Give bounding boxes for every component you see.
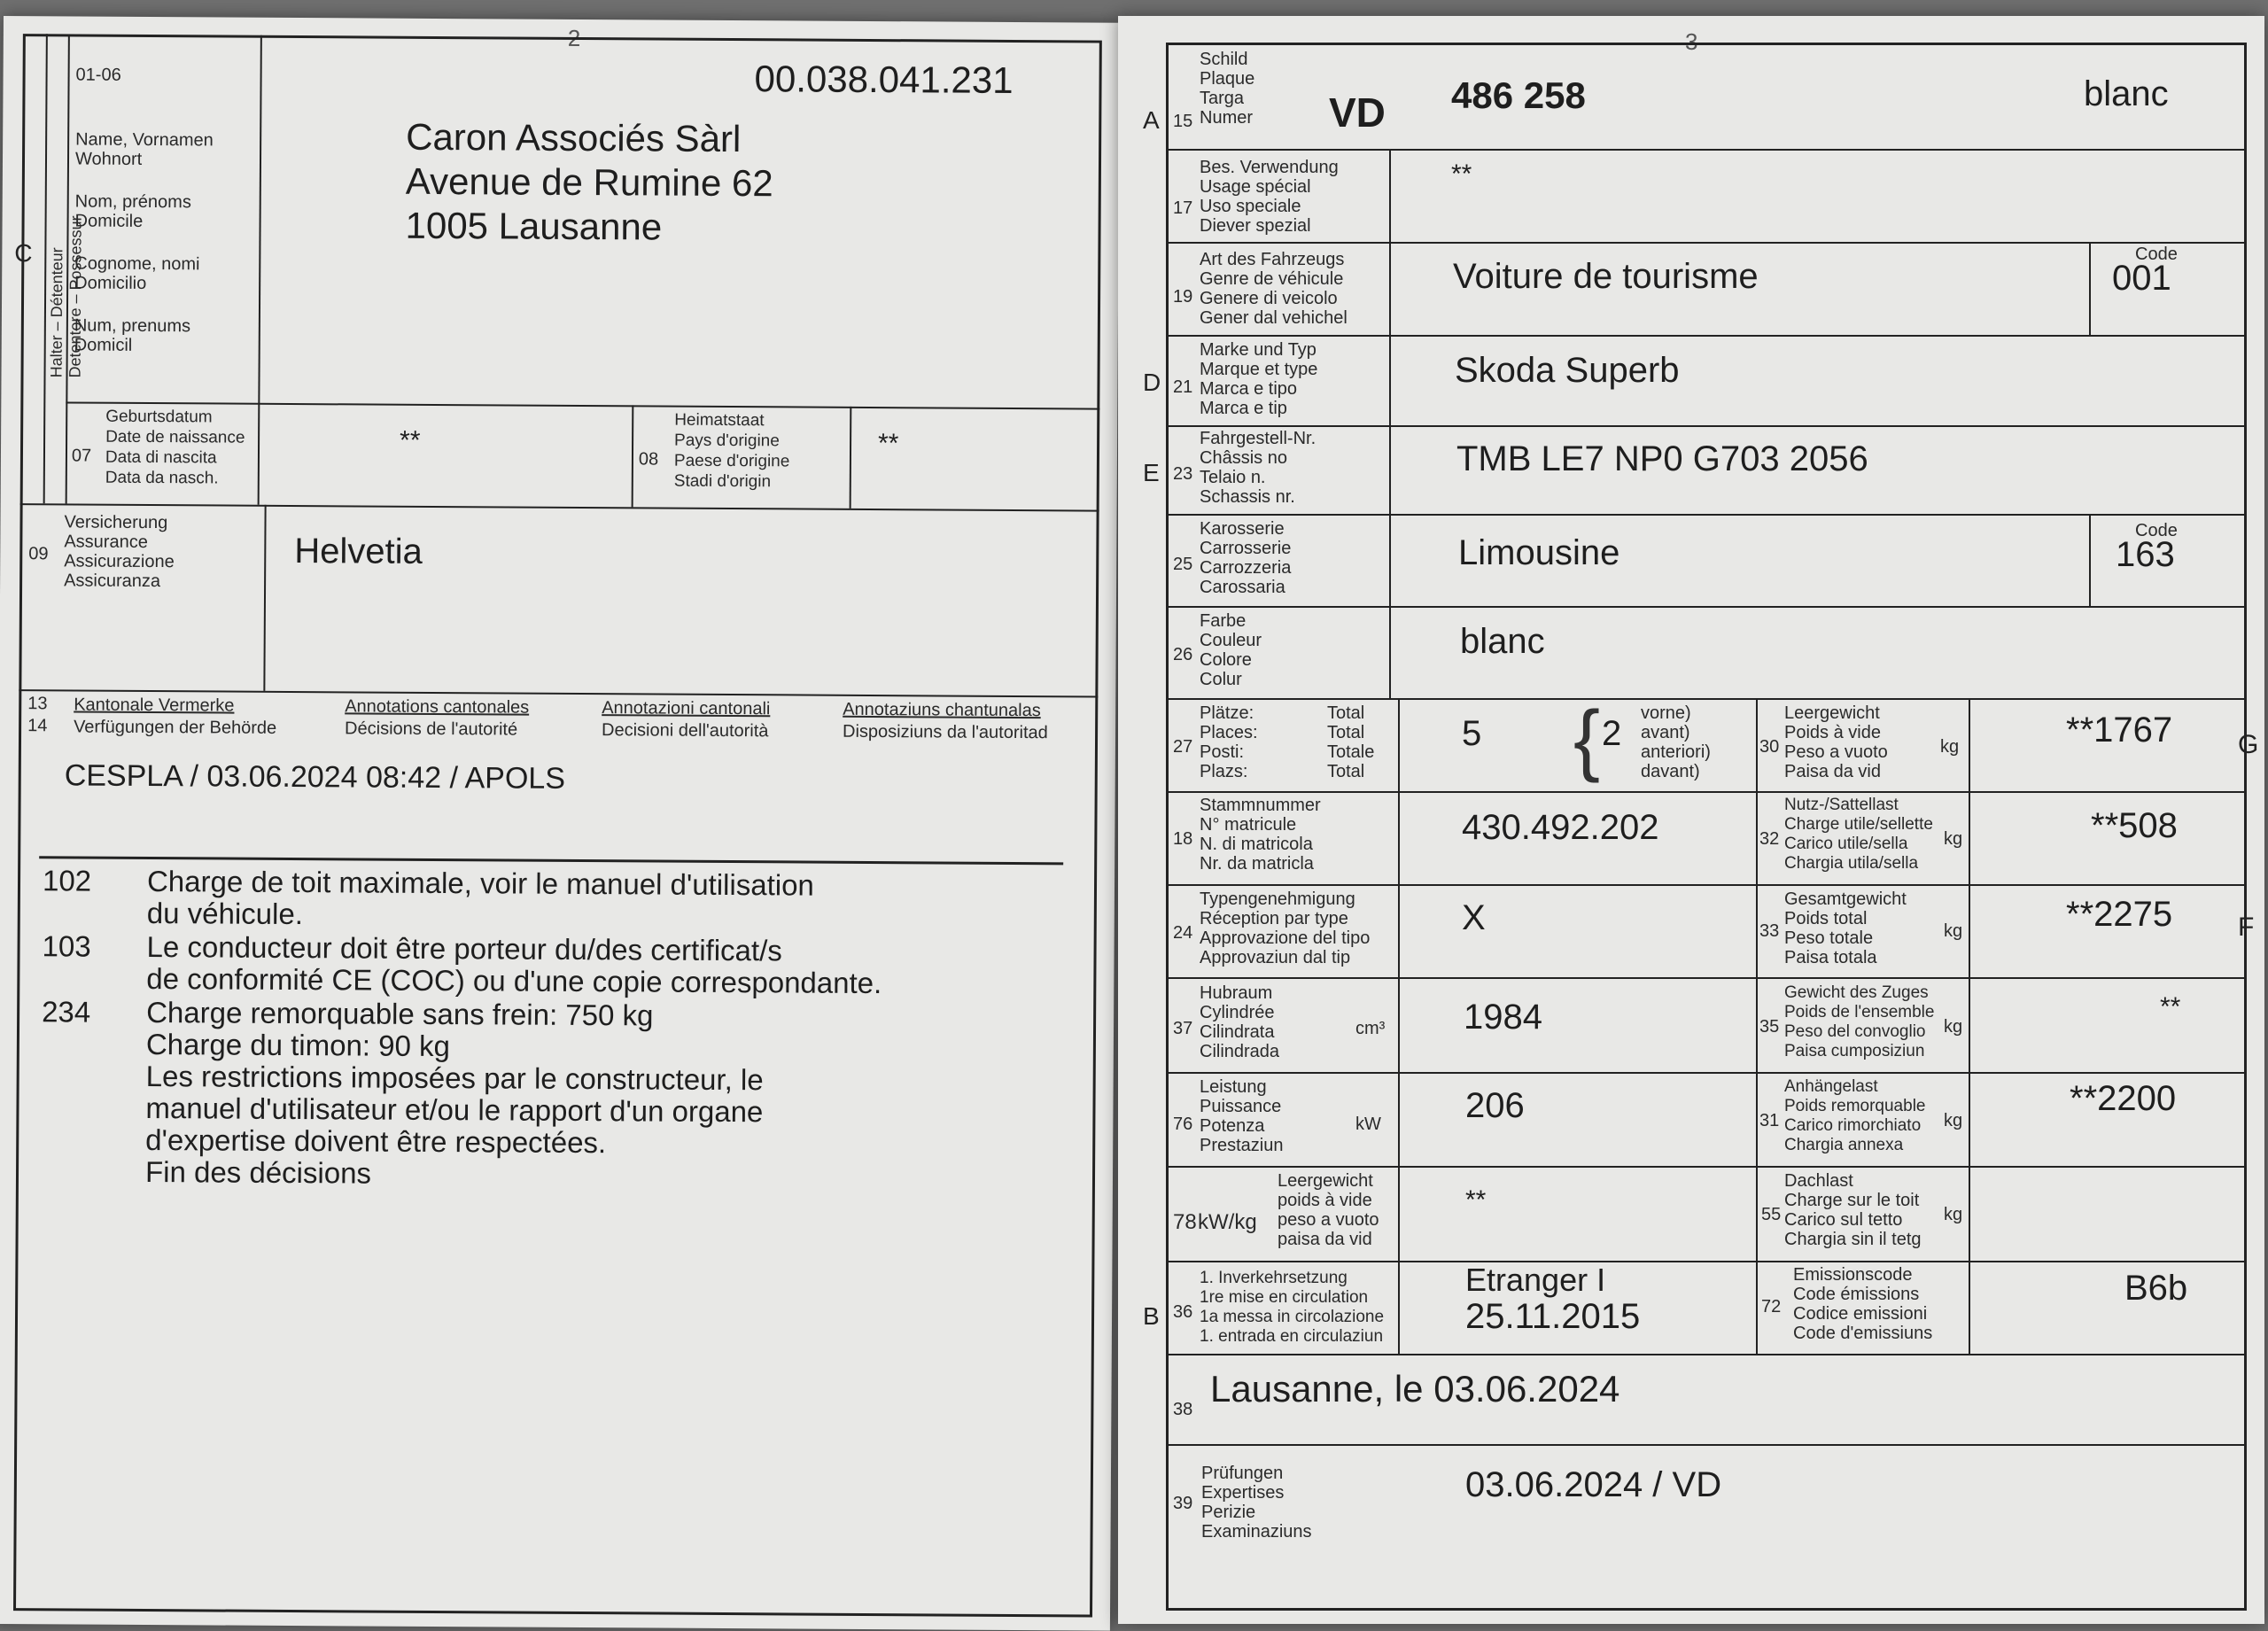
empty-weight-labels: Leergewicht Poids à vide Peso a vuoto Paisa da vid [1784, 703, 1888, 781]
empty-weight-value: **1767 [2066, 711, 2173, 749]
power-ratio-value: ** [1465, 1185, 1487, 1215]
side-letter-d: D [1143, 369, 1161, 396]
special-use-value: ** [1451, 159, 1472, 189]
trailer-load-labels: Anhängelast Poids remorquable Carico rimorchiato Chargia annexa [1784, 1077, 1926, 1154]
first-registration-date: 25.11.2015 [1465, 1297, 1641, 1336]
emission-code: 72 [1761, 1297, 1782, 1316]
color-code: 26 [1173, 645, 1193, 664]
matricule-value: 430.492.202 [1462, 808, 1659, 847]
seats-total-value: 5 [1462, 714, 1482, 753]
seats-brace: { [1573, 695, 1601, 784]
plate-labels: Schild Plaque Targa Numer [1200, 50, 1255, 128]
payload-labels: Nutz-/Sattellast Charge utile/sellette Carico utile/sella Chargia utila/sella [1784, 796, 1933, 873]
vehicle-type-code-value: 001 [2112, 259, 2171, 298]
payload-unit: kg [1944, 829, 1963, 849]
empty-weight-unit: kg [1940, 737, 1960, 757]
payload-code: 32 [1759, 829, 1780, 849]
emission-labels: Emissionscode Code émissions Codice emissioni Code d'emissiuns [1793, 1265, 1933, 1343]
power-ratio-labels: Leergewicht poids à vide peso a vuoto paisa da vid [1278, 1171, 1379, 1249]
vehicle-type-value: Voiture de tourisme [1453, 257, 1759, 296]
registration-number: 00.038.041.231 [754, 58, 1014, 101]
body-labels: Karosserie Carrosserie Carrozzeria Carossaria [1200, 519, 1292, 597]
empty-weight-code: 30 [1759, 737, 1780, 757]
annotation-code-14: 14 [27, 716, 48, 736]
color-labels: Farbe Couleur Colore Colur [1200, 611, 1262, 689]
annotation-entry: CESPLA / 03.06.2024 08:42 / APOLS [64, 758, 566, 796]
holder-date-code: 01-06 [75, 65, 121, 85]
displacement-value: 1984 [1464, 998, 1542, 1037]
vehicle-type-code-label: Code [2135, 245, 2178, 264]
seats-front-labels: vorne) avant) anteriori) davant) [1641, 703, 1711, 781]
total-weight-labels: Gesamtgewicht Poids total Peso totale Paisa totala [1784, 889, 1907, 967]
section-letter-c: C [14, 239, 33, 268]
total-weight-code: 33 [1759, 921, 1780, 941]
insurance-code: 09 [28, 544, 49, 564]
annotation-header-rm: Annotaziuns chantunalas [843, 699, 1041, 721]
power-value: 206 [1465, 1086, 1525, 1125]
insurance-labels: Versicherung Assurance Assicurazione Assicuranza [64, 512, 175, 592]
remark-103: 103 Le conducteur doit être porteur du/des certificat/s de conformité CE (COC) ou d'une copie correspondante. [42, 929, 882, 1000]
origin-code: 08 [638, 449, 659, 470]
plate-code: 15 [1173, 112, 1193, 131]
first-registration-labels: 1. Inverkehrsetzung 1re mise en circulation 1a messa in circolazione 1. entrada en circulaziun [1200, 1269, 1385, 1346]
side-letter-e: E [1143, 459, 1160, 486]
page-number-left: 2 [567, 24, 581, 51]
decision-header-fr: Décisions de l'autorité [345, 718, 518, 740]
annotation-code-13: 13 [27, 694, 48, 714]
annotation-header-it: Annotazioni cantonali [602, 698, 771, 719]
color-value: blanc [1460, 622, 1545, 661]
type-approval-labels: Typengenehmigung Réception par type Approvazione del tipo Approvaziun dal tip [1200, 889, 1371, 967]
special-use-labels: Bes. Verwendung Usage spécial Uso speciale Diever spezial [1200, 158, 1339, 236]
seats-code: 27 [1173, 737, 1193, 757]
left-page [0, 16, 1120, 1631]
side-letter-g: G [2238, 730, 2259, 759]
holder-vertical-label-a: Halter – Détenteur [47, 247, 66, 378]
holder-vertical-label-b: Detentore – Possessur [66, 215, 85, 378]
payload-value: **508 [2091, 806, 2178, 845]
plate-color: blanc [2084, 74, 2169, 113]
type-approval-value: X [1462, 898, 1486, 937]
make-code: 21 [1173, 377, 1193, 397]
remark-102: 102 Charge de toit maximale, voir le manuel d'utilisation du véhicule. [42, 864, 814, 931]
special-use-code: 17 [1173, 198, 1193, 218]
holder-street: Avenue de Rumine 62 [405, 159, 773, 205]
decision-header-rm: Disposiziuns da l'autoritad [843, 721, 1048, 743]
roof-load-code: 55 [1761, 1205, 1782, 1224]
first-registration-origin: Etranger I [1465, 1262, 1606, 1298]
power-unit: kW [1355, 1115, 1381, 1134]
make-value: Skoda Superb [1455, 351, 1680, 390]
birth-code: 07 [71, 446, 92, 466]
side-letter-b: B [1143, 1302, 1160, 1330]
place-date-value: Lausanne, le 03.06.2024 [1210, 1368, 1620, 1410]
seats-front-value: 2 [1602, 714, 1622, 753]
body-value: Limousine [1458, 533, 1620, 572]
power-ratio-unit: kW/kg [1198, 1210, 1257, 1234]
body-code: 25 [1173, 555, 1193, 574]
power-code: 76 [1173, 1115, 1193, 1134]
make-labels: Marke und Typ Marque et type Marca e tipo Marca e tip [1200, 340, 1318, 418]
body-code-label: Code [2135, 521, 2178, 540]
annotation-header-de: Kantonale Vermerke [74, 695, 235, 716]
birth-labels: Geburtsdatum Date de naissance Data di nascita Data da nasch. [105, 407, 245, 488]
plate-number: 486 258 [1451, 74, 1586, 116]
roof-load-unit: kg [1944, 1205, 1963, 1224]
seats-labels: Plätze: Places: Posti: Plazs: [1200, 703, 1258, 781]
displacement-code: 37 [1173, 1019, 1193, 1038]
side-letter-a: A [1143, 106, 1160, 134]
right-page [1118, 16, 2264, 1624]
inspections-labels: Prüfungen Expertises Perizie Examinaziuns [1201, 1464, 1312, 1542]
plate-canton: VD [1329, 89, 1386, 136]
origin-labels: Heimatstaat Pays d'origine Paese d'origine Stadi d'origin [673, 410, 790, 492]
combination-weight-labels: Gewicht des Zuges Poids de l'ensemble Peso del convoglio Paisa cumposiziun [1784, 983, 1935, 1060]
total-weight-unit: kg [1944, 921, 1963, 941]
matricule-labels: Stammnummer N° matricule N. di matricola Nr. da matricla [1200, 796, 1321, 874]
holder-name: Caron Associés Sàrl [406, 115, 742, 160]
total-weight-value: **2275 [2066, 895, 2173, 934]
roof-load-labels: Dachlast Charge sur le toit Carico sul tetto Chargia sin il tetg [1784, 1171, 1922, 1249]
trailer-load-code: 31 [1759, 1111, 1780, 1130]
holder-labels: Name, Vornamen Wohnort Nom, prénoms Domicile Cognome, nomi Domicilio Num, prenums Domicil [74, 129, 214, 355]
emission-value: B6b [2124, 1269, 2188, 1308]
insurance-value: Helvetia [294, 532, 423, 571]
first-registration-code: 36 [1173, 1302, 1193, 1322]
birth-value: ** [399, 425, 421, 455]
holder-city: 1005 Lausanne [405, 204, 663, 248]
vehicle-type-code: 19 [1173, 287, 1193, 307]
trailer-load-value: **2200 [2070, 1079, 2177, 1118]
displacement-labels: Hubraum Cylindrée Cilindrata Cilindrada [1200, 983, 1280, 1061]
chassis-labels: Fahrgestell-Nr. Châssis no Telaio n. Schassis nr. [1200, 429, 1317, 507]
chassis-value: TMB LE7 NP0 G703 2056 [1456, 439, 1868, 478]
power-ratio-code: 78 [1173, 1210, 1197, 1234]
vehicle-type-labels: Art des Fahrzeugs Genre de véhicule Genere di veicolo Gener dal vehichel [1200, 250, 1348, 328]
combination-weight-unit: kg [1944, 1017, 1963, 1037]
inspections-value: 03.06.2024 / VD [1465, 1465, 1722, 1504]
displacement-unit: cm³ [1355, 1019, 1386, 1038]
page-number-right: 3 [1685, 28, 1698, 55]
decision-header-it: Decisioni dell'autorità [602, 720, 769, 742]
combination-weight-value: ** [2160, 992, 2181, 1021]
side-letter-f: F [2238, 913, 2255, 942]
body-code-value: 163 [2116, 535, 2175, 574]
type-approval-code: 24 [1173, 923, 1193, 943]
annotation-header-fr: Annotations cantonales [345, 696, 530, 718]
remarks-list [41, 865, 882, 1192]
origin-value: ** [877, 429, 899, 459]
seats-total-labels: Total Total Totale Total [1327, 703, 1375, 781]
place-date-code: 38 [1173, 1400, 1193, 1419]
matricule-code: 18 [1173, 829, 1193, 849]
remark-234: 234 Charge remorquable sans frein: 750 kg Charge du timon: 90 kg Les restrictions imposées par le constructeur, le manuel d'utilisateur et/ou le rapport d'un organe d'expertise doivent être respectées. Fin des décisions [42, 995, 764, 1190]
chassis-code: 23 [1173, 464, 1193, 484]
trailer-load-unit: kg [1944, 1111, 1963, 1130]
power-labels: Leistung Puissance Potenza Prestaziun [1200, 1077, 1284, 1155]
combination-weight-code: 35 [1759, 1017, 1780, 1037]
inspections-code: 39 [1173, 1494, 1193, 1513]
decision-header-de: Verfügungen der Behörde [74, 717, 277, 738]
